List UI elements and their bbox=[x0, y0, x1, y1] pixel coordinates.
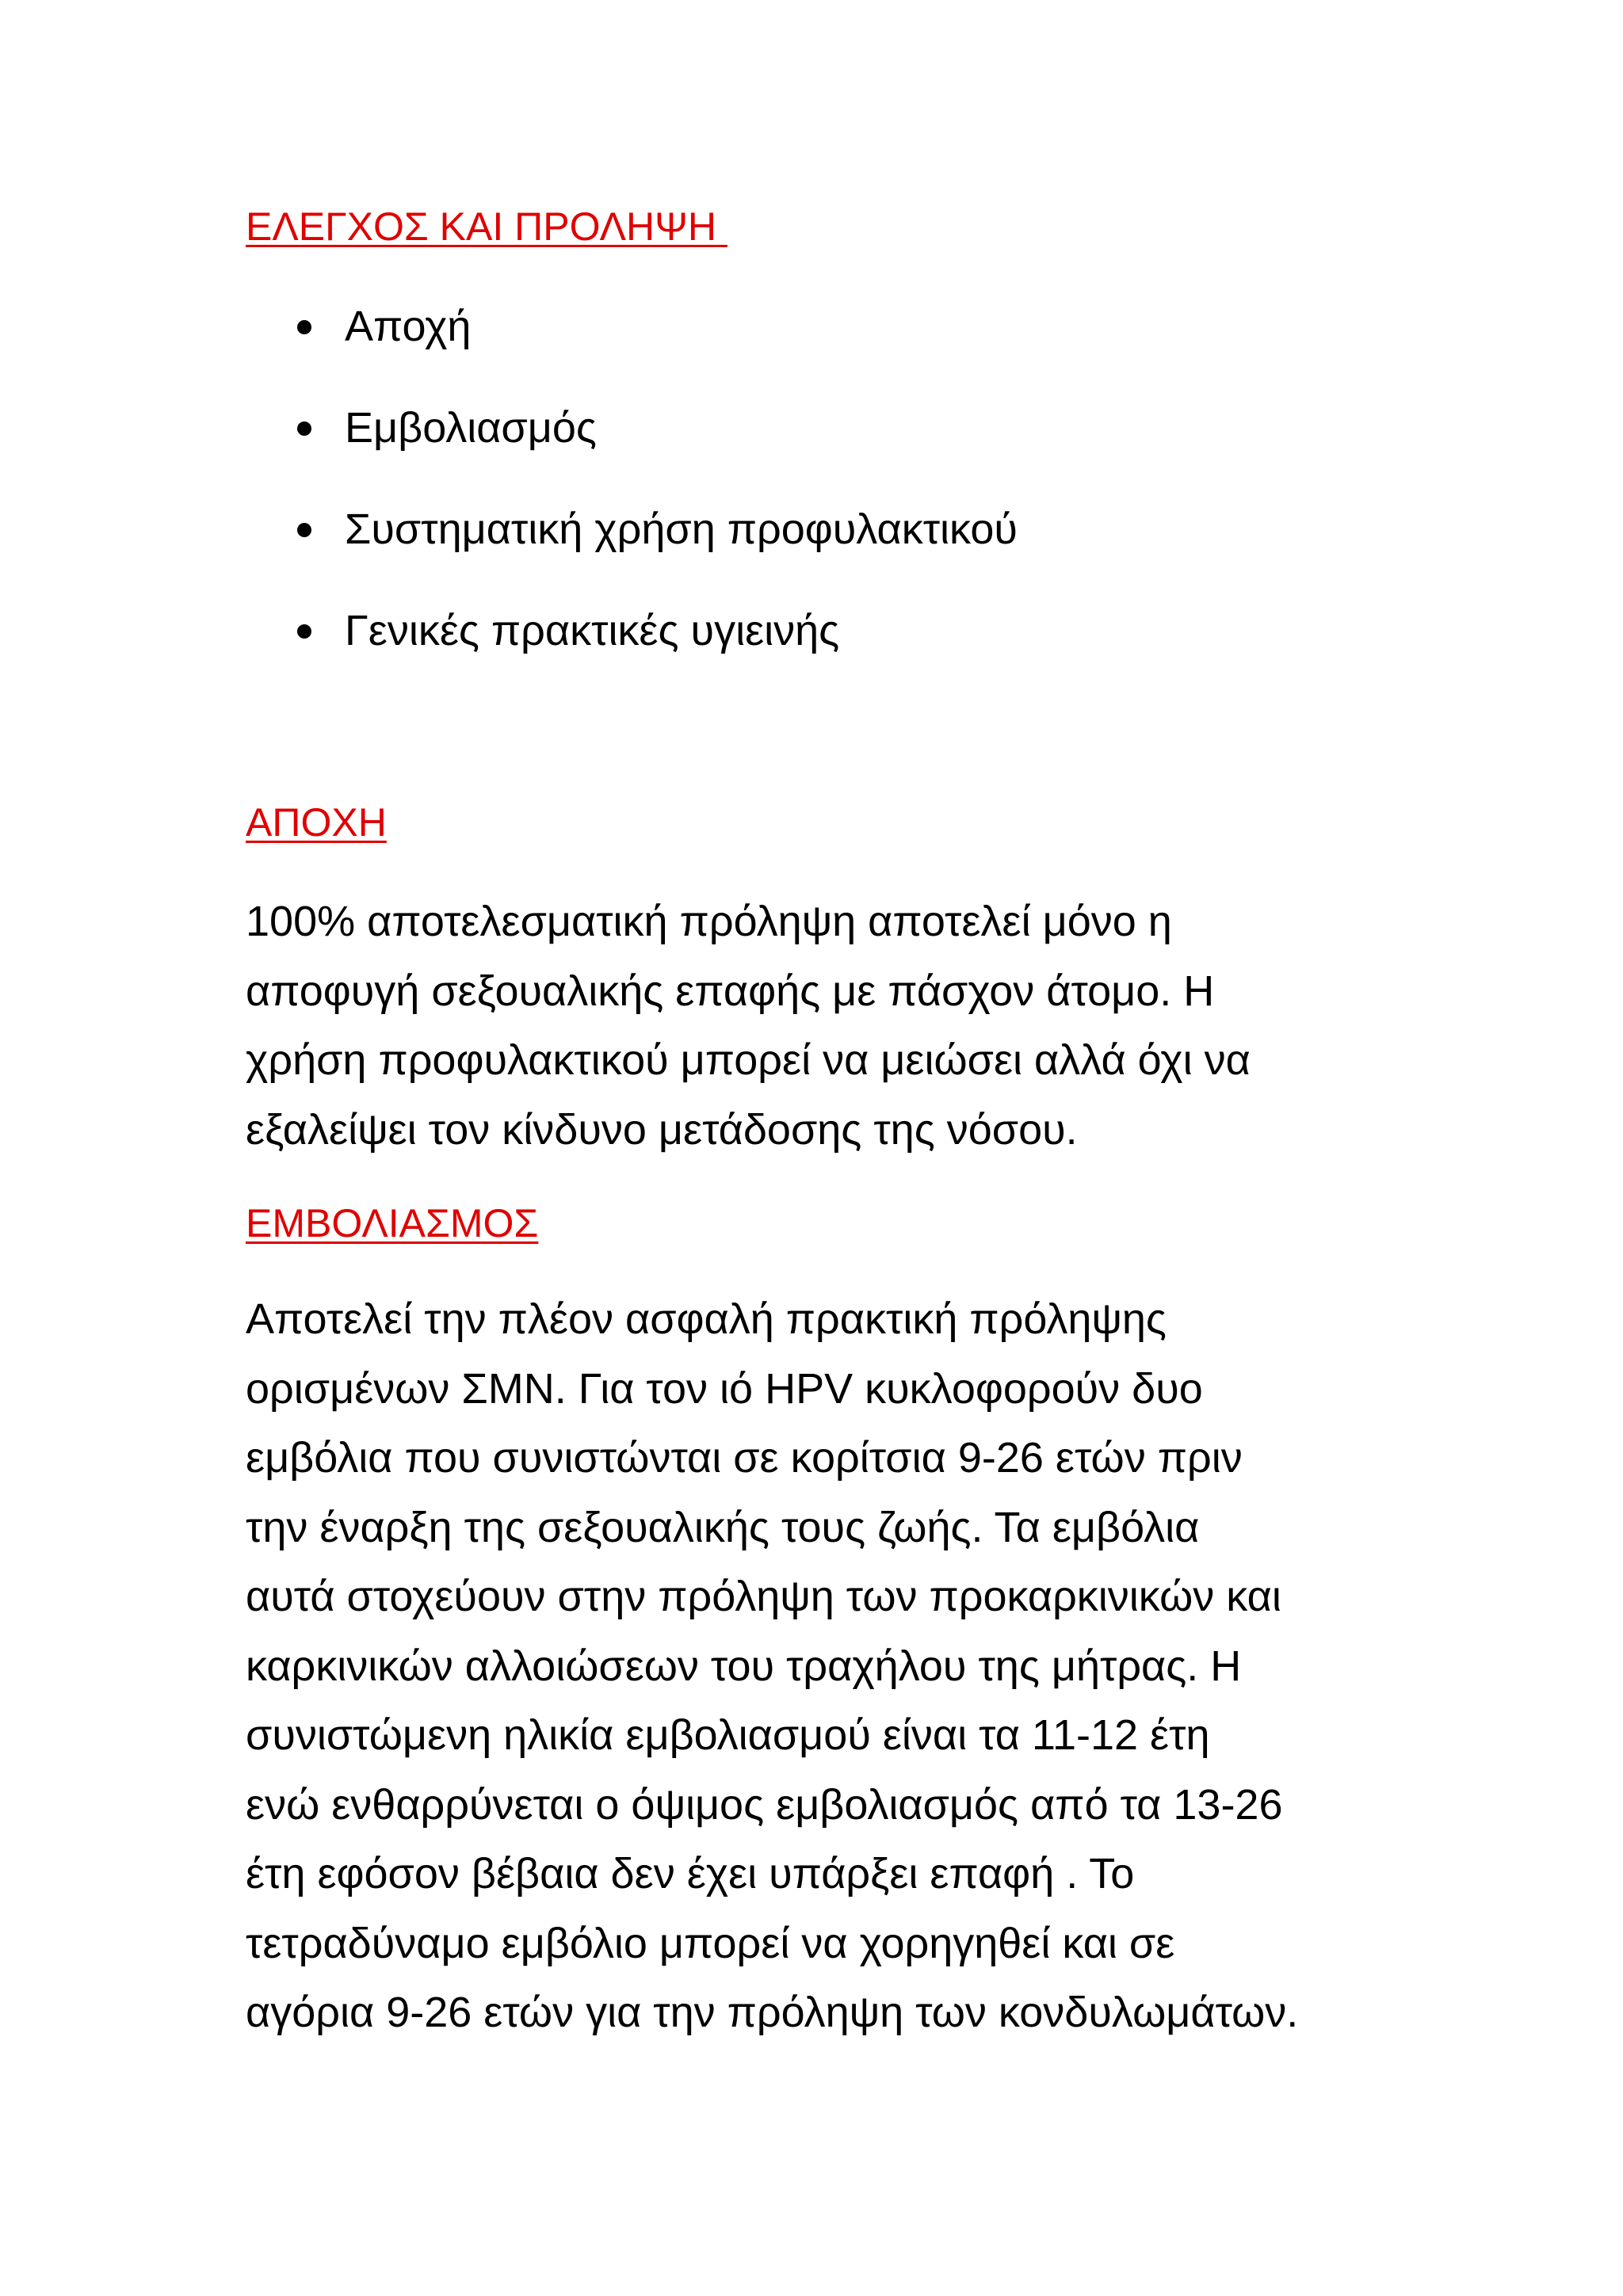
list-item-label: Αποχή bbox=[345, 303, 472, 350]
section-heading-vaccination: ΕΜΒΟΛΙΑΣΜΟΣ bbox=[246, 1201, 539, 1245]
bullet-icon bbox=[297, 421, 311, 436]
abstinence-paragraph bbox=[246, 887, 1395, 1165]
list-item-label: Συστηματική χρήση προφυλακτικού bbox=[345, 505, 1018, 553]
text-line: χρήση προφυλακτικού μπορεί να μειώσει αλλά όχι να bbox=[246, 1036, 1251, 1084]
list-item-label: Γενικές πρακτικές υγιεινής bbox=[345, 607, 840, 654]
text-line: συνιστώμενη ηλικία εμβολιασμού είναι τα 11-12 έτη bbox=[246, 1711, 1210, 1759]
text-line: εμβόλια που συνιστώνται σε κορίτσια 9-26 ετών πριν bbox=[246, 1434, 1243, 1482]
text-line: την έναρξη της σεξουαλικής τους ζωής. Τα εμβόλια bbox=[246, 1503, 1200, 1551]
text-line: ορισμένων ΣΜΝ. Για τον ιό HPV κυκλοφορούν δυο bbox=[246, 1364, 1203, 1413]
text-line: Αποτελεί την πλέον ασφαλή πρακτική πρόληψης bbox=[246, 1295, 1167, 1343]
section-heading-abstinence: ΑΠΟΧΗ bbox=[246, 800, 387, 845]
text-line: αυτά στοχεύουν στην πρόληψη των προκαρκινικών και bbox=[246, 1573, 1281, 1620]
bullet-icon bbox=[297, 624, 311, 639]
list-item bbox=[297, 301, 1018, 402]
text-line: εξαλείψει τον κίνδυνο μετάδοσης της νόσου. bbox=[246, 1105, 1078, 1154]
section-heading-control-prevention: ΕΛΕΓΧΟΣ ΚΑΙ ΠΡΟΛΗΨΗ bbox=[246, 204, 727, 249]
bullet-icon bbox=[297, 523, 311, 537]
list-item bbox=[297, 605, 1018, 707]
text-line: αποφυγή σεξουαλικής επαφής με πάσχον άτομο. Η bbox=[246, 967, 1215, 1015]
text-line: έτη εφόσον βέβαια δεν έχει υπάρξει επαφή . Το bbox=[246, 1850, 1135, 1897]
list-item-label: Εμβολιασμός bbox=[345, 404, 597, 452]
prevention-methods-list bbox=[297, 301, 1018, 707]
text-line: τετραδύναμο εμβόλιο μπορεί να χορηγηθεί και σε bbox=[246, 1919, 1175, 1967]
text-line: καρκινικών αλλοιώσεων του τραχήλου της μήτρας. Η bbox=[246, 1642, 1242, 1690]
vaccination-paragraph bbox=[246, 1285, 1395, 2048]
text-line: ενώ ενθαρρύνεται ο όψιμος εμβολιασμός από τα 13-26 bbox=[246, 1780, 1283, 1829]
list-item bbox=[297, 402, 1018, 504]
text-line: 100% αποτελεσματική πρόληψη αποτελεί μόνο η bbox=[246, 898, 1172, 945]
list-item bbox=[297, 504, 1018, 605]
bullet-icon bbox=[297, 320, 311, 334]
text-line: αγόρια 9-26 ετών για την πρόληψη των κονδυλωμάτων. bbox=[246, 1989, 1299, 2036]
